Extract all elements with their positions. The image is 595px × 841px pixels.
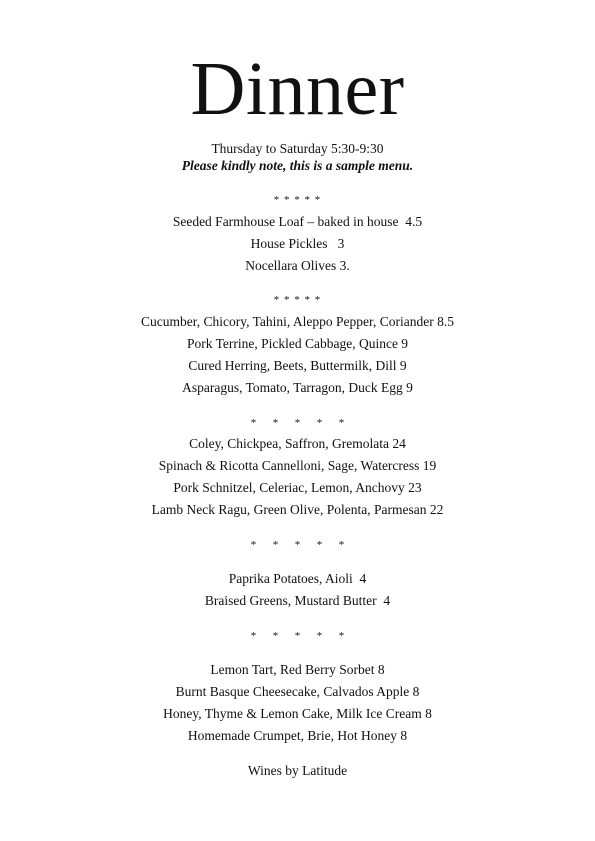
section-separator: * * * * * [273,194,322,206]
main-item: Coley, Chickpea, Saffron, Gremolata 24 [189,436,406,451]
dessert-item: Homemade Crumpet, Brie, Hot Honey 8 [187,728,408,743]
dessert-item: Burnt Basque Cheesecake, Calvados Apple 8 [175,684,420,699]
dessert-item: Lemon Tart, Red Berry Sorbet 8 [210,662,385,677]
section-separator: * * * * * [250,539,345,551]
starter-item: Cucumber, Chicory, Tahini, Aleppo Pepper, Coriander 8.5 [141,314,454,329]
dessert-item: Honey, Thyme & Lemon Cake, Milk Ice Cream 8 [163,706,432,721]
main-item: Lamb Neck Ragu, Green Olive, Polenta, Parmesan 22 [151,502,444,517]
starter-item: Pork Terrine, Pickled Cabbage, Quince 9 [186,336,409,351]
starter-item: Cured Herring, Beets, Buttermilk, Dill 9 [188,358,407,373]
bread-item: Nocellara Olives 3. [245,258,350,273]
wine-supplier-note: Wines by Latitude [247,763,348,778]
section-separator: * * * * * [250,630,345,642]
menu-title: Dinner [190,47,405,131]
bread-item: House Pickles 3 [250,236,345,251]
main-item: Spinach & Ricotta Cannelloni, Sage, Watercress 19 [158,458,437,473]
section-separator: * * * * * [250,417,345,429]
section-separator: * * * * * [273,294,322,306]
sample-menu-note: Please kindly note, this is a sample menu. [181,158,414,173]
starter-item: Asparagus, Tomato, Tarragon, Duck Egg 9 [182,380,413,395]
bread-item: Seeded Farmhouse Loaf – baked in house 4.5 [172,214,423,229]
opening-hours: Thursday to Saturday 5:30-9:30 [211,141,384,156]
main-item: Pork Schnitzel, Celeriac, Lemon, Anchovy 23 [173,480,422,495]
side-item: Braised Greens, Mustard Butter 4 [204,593,391,608]
side-item: Paprika Potatoes, Aioli 4 [228,571,367,586]
